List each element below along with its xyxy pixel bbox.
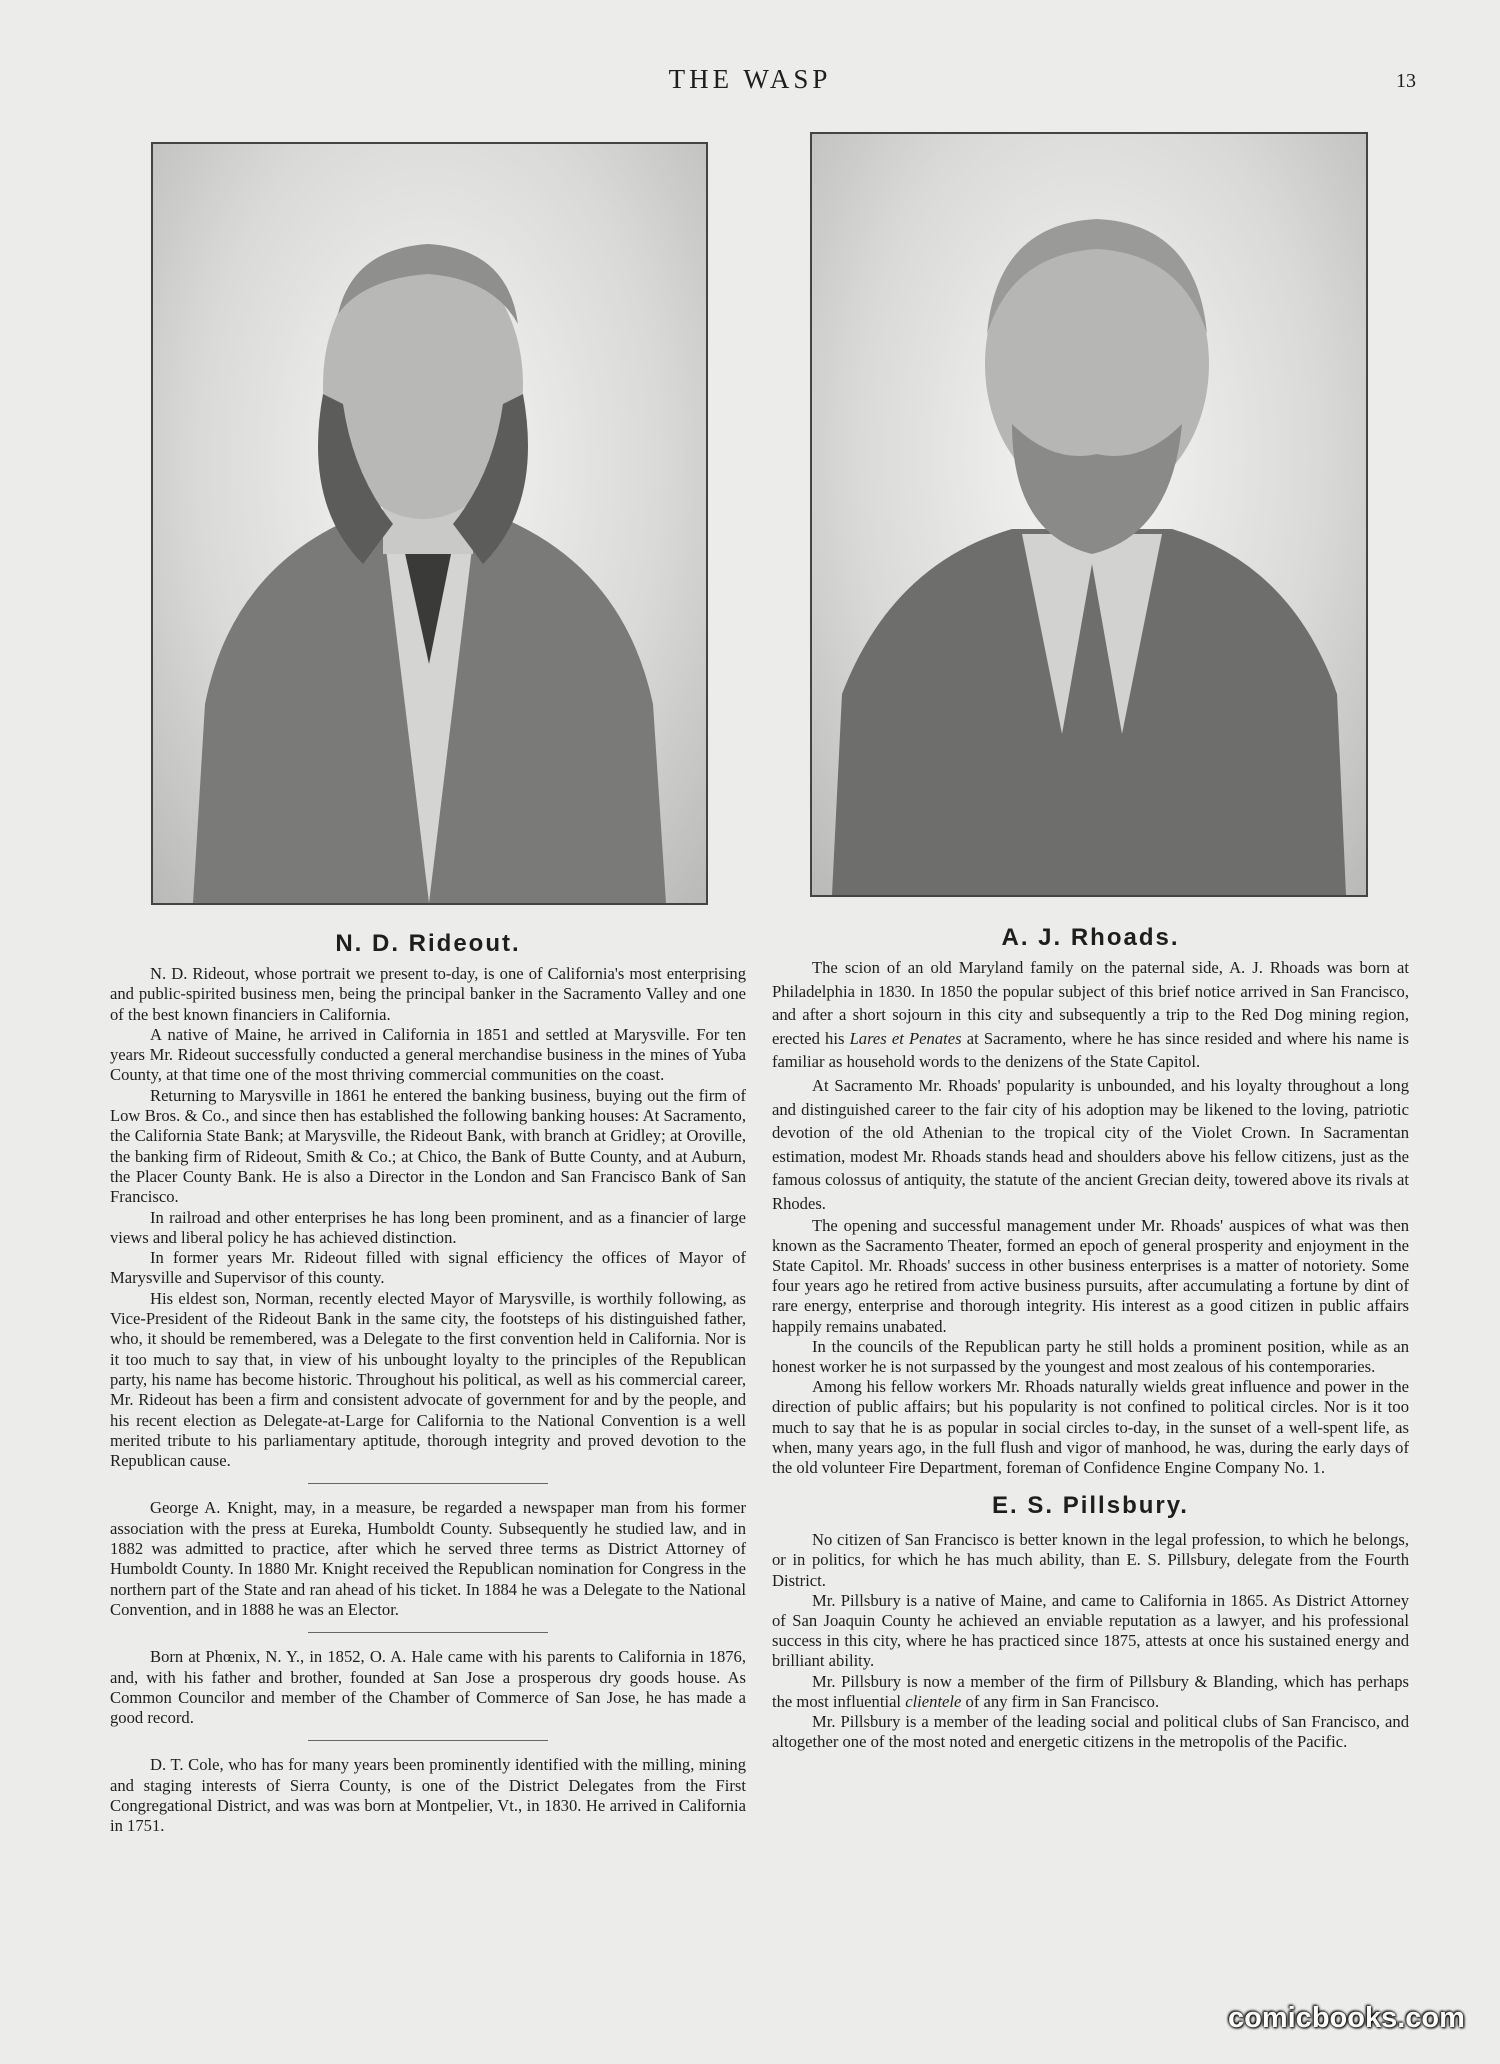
- rhoads-paragraph-1-end: at Sacramento, where he has since resided and where his name is familiar as household words to the denizens of the State Capitol.: [772, 1028, 1409, 1072]
- cole-paragraph: D. T. Cole, who has for many years been prominently identified with the milling, mining and staging interests of Sierra County, is one of the District Delegates from the First Congregational District, and was was born at Montpelier, Vt., in 1830. He arrived in California in 1751.: [110, 1755, 746, 1836]
- pillsbury-paragraph-4: Mr. Pillsbury is a member of the leading social and political clubs of San Francisco, and altogether one of the most noted and energetic citizens in the metropolis of the Pacific.: [772, 1712, 1409, 1752]
- divider: [308, 1632, 548, 1633]
- rhoads-paragraph-1: [772, 956, 1409, 1074]
- heading-rideout: N. D. Rideout.: [335, 930, 521, 957]
- hale-paragraph: Born at Phœnix, N. Y., in 1852, O. A. Hale came with his parents to California in 1876, and, with his father and brother, founded at San Jose a prosperous dry goods house. As Common Councilor and member of the Chamber of Commerce of San Jose, he has made a good record.: [110, 1647, 746, 1728]
- divider: [308, 1740, 548, 1741]
- rhoads-paragraph-1-start: The scion of an old Maryland family on the paternal side, A. J. Rhoads was born at Philadelphia in 1830. In 1850 the popular subject of this brief notice arrived in San Francisco, and after a short sojourn in this city and subsequently a trip to the Red Dog mining region, erected his: [772, 958, 1409, 1048]
- masthead: THE WASP: [668, 64, 832, 94]
- rideout-paragraph-5: In former years Mr. Rideout filled with signal efficiency the offices of Mayor of Marysville and Supervisor of this county.: [110, 1248, 746, 1288]
- knight-paragraph: George A. Knight, may, in a measure, be regarded a newspaper man from his former association with the press at Eureka, Humboldt County. Subsequently he studied law, and in 1882 was admitted to practice, after which he served three terms as District Attorney of Humboldt County. In 1880 Mr. Knight received the Republican nomination for Congress in the northern part of the State and ran ahead of his ticket. In 1884 he was a Delegate to the National Convention, and in 1888 he was an Elector.: [110, 1498, 746, 1619]
- rideout-paragraph-2: A native of Maine, he arrived in California in 1851 and settled at Marysville. For ten years Mr. Rideout successfully conducted a general merchandise business in the mines of Yuba County, at that time one of the most thriving commercial communities on the coast.: [110, 1024, 746, 1085]
- left-column: [110, 930, 746, 1837]
- heading-pillsbury: E. S. Pillsbury.: [992, 1492, 1189, 1520]
- pillsbury-paragraph-3-start: Mr. Pillsbury is now a member of the firm of Pillsbury & Blanding, which has perhaps the most influential: [772, 1671, 1409, 1711]
- portrait-rideout: [151, 142, 708, 905]
- rhoads-paragraph-2: At Sacramento Mr. Rhoads' popularity is unbounded, and his loyalty throughout a long and distinguished career to the fair city of his adoption may be likened to the loving, patriotic devotion of the old Athenian to the tropical city of the Violet Crown. In Sacramentan estimation, modest Mr. Rhoads stands head and shoulders above his fellow citizens, just as the famous colossus of antiquity, the statute of the ancient Grecian deity, towered above its rivals at Rhodes.: [772, 1075, 1409, 1213]
- pillsbury-paragraph-3-italic: clientele: [905, 1691, 962, 1711]
- rideout-paragraph-1: N. D. Rideout, whose portrait we present to-day, is one of California's most enterprising and public-spirited business men, being the principal banker in the Sacramento Valley and one of the best known financiers in California.: [110, 964, 746, 1024]
- rhoads-paragraph-4: In the councils of the Republican party he still holds a prominent position, while as an honest worker he is not surpassed by the youngest and most zealous of his contemporaries.: [772, 1336, 1409, 1376]
- heading-rhoads: A. J. Rhoads.: [1001, 924, 1180, 951]
- right-column: [772, 924, 1409, 1752]
- portrait-rhoads: [810, 132, 1368, 897]
- rideout-paragraph-3: Returning to Marysville in 1861 he entered the banking business, buying out the firm of Low Bros. & Co., and since then has established the following banking houses: At Sacramento, the California State Bank; at Marysville, the Rideout Bank, with branch at Gridley; at Oroville, the banking firm of Rideout, Smith & Co.; at Chico, the Bank of Butte County, and at Auburn, the Placer County Bank. He is also a Director in the London and San Francisco Bank of San Francisco.: [110, 1085, 746, 1207]
- pillsbury-paragraph-2: Mr. Pillsbury is a native of Maine, and came to California in 1865. As District Attorney of San Joaquin County he achieved an enviable reputation as a lawyer, and his professional success in this city, where he has practiced since 1875, attests at once his sustained energy and brilliant ability.: [772, 1590, 1409, 1671]
- rhoads-paragraph-5: Among his fellow workers Mr. Rhoads naturally wields great influence and power in the direction of public affairs; but his popularity is not confined to political circles. Nor is it too much to say that he is as popular in social circles to-day, in the sunset of a well-spent life, as when, many years ago, in the full flush and vigor of manhood, he was, during the early days of the old volunteer Fire Department, foreman of Confidence Engine Company No. 1.: [772, 1377, 1409, 1477]
- watermark: comicbooks.com: [1228, 2002, 1465, 2034]
- rideout-paragraph-6: His eldest son, Norman, recently elected Mayor of Marysville, is worthily following, as Vice-President of the Rideout Bank in the same city, the footsteps of his distinguished father, who, it should be remembered, was a Delegate to the first convention held in California. Nor is it too much to say that, in view of his unbought loyalty to the principles of the Republican party, his name has become historic. Throughout his political, as well as his commercial career, Mr. Rideout has been a firm and consistent advocate of government for and by the people, and his recent election as Delegate-at-Large for California to the National Convention is a well merited tribute to his parliamentary aptitude, thorough integrity and proved devotion to the Republican cause.: [110, 1288, 746, 1471]
- rhoads-paragraph-1-italic: Lares et Penates: [849, 1028, 962, 1048]
- page-number: 13: [1396, 70, 1416, 92]
- pillsbury-paragraph-1: No citizen of San Francisco is better known in the legal profession, to which he belongs, or in politics, for which he has much ability, than E. S. Pillsbury, delegate from the Fourth District.: [772, 1530, 1409, 1590]
- pillsbury-paragraph-3: [772, 1672, 1409, 1712]
- divider: [308, 1483, 548, 1484]
- rhoads-paragraph-3: The opening and successful management under Mr. Rhoads' auspices of what was then known as the Sacramento Theater, formed an epoch of general prosperity and enjoyment in the State Capitol. Mr. Rhoads' success in other business enterprises is a matter of notoriety. Some four years ago he retired from active business pursuits, after accumulating a fortune by dint of rare energy, enterprise and thorough integrity. His interest as a good citizen in public affairs happily remains unabated.: [772, 1215, 1409, 1336]
- pillsbury-paragraph-3-end: of any firm in San Francisco.: [961, 1691, 1160, 1711]
- rideout-paragraph-4: In railroad and other enterprises he has long been prominent, and as a financier of large views and liberal policy he has achieved distinction.: [110, 1207, 746, 1247]
